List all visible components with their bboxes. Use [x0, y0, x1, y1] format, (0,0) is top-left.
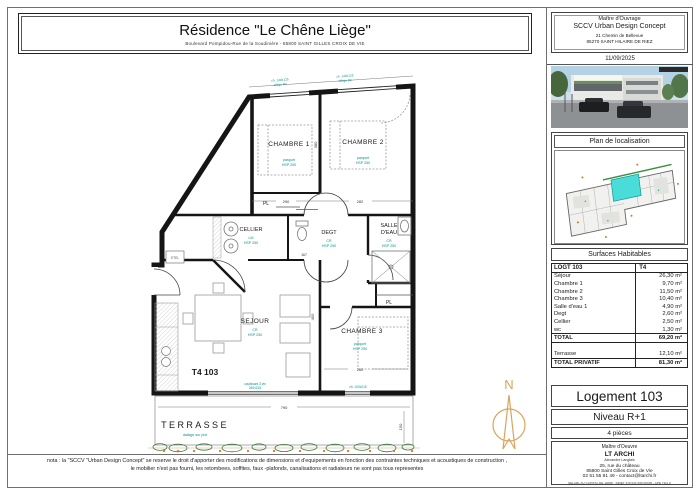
total-value: 69,20 m²: [636, 334, 688, 343]
architect-name: LT ARCHI: [604, 450, 635, 458]
teal-ch1-finish: parquet: [282, 158, 296, 162]
row-label: Séjour: [554, 273, 571, 280]
row-value: 10,40 m²: [636, 295, 688, 303]
teal-window1-sill: allège 90: [273, 82, 287, 87]
exterior-walls: [154, 86, 413, 394]
terrace-row: [552, 351, 688, 359]
footer-note-line1: nota : la "SCCV "Urban Design Concept" se reserve le droit d'apporter des modifications de dimensions et d'equipements en fonction des contraintes techniques et acoustiques de construction ,: [47, 458, 507, 464]
teal-ch2-hsp: HSP 250: [355, 161, 371, 165]
dim-wc-width: 167: [301, 253, 307, 257]
spacer-row: [552, 342, 688, 350]
title-block-sidebar: [547, 7, 693, 488]
kitchen-counter: [155, 303, 178, 391]
label-chambre3: CHAMBRE 3: [341, 328, 383, 335]
table-row: [552, 303, 688, 311]
dim-terrace-width: 790: [280, 404, 288, 410]
total-private-row: [552, 359, 688, 368]
unit-name-box: Logement 103: [551, 385, 688, 407]
label-salle-deau-2: D'EAU: [380, 230, 398, 236]
table-header-row: [552, 264, 688, 273]
row-value: 2,50 m²: [636, 318, 688, 326]
dim-sejour-depth: 450: [310, 313, 315, 321]
label-degt: DEGT: [321, 230, 337, 236]
footer-note-line2: le mobilier n'est pas fourni, les retombees, soffites, faux -plafonds, canalisations et radiateurs ne sont pas tous representes: [130, 465, 424, 472]
architect-address2: 85800 Saint Gilles Croix de Vie: [586, 469, 653, 474]
label-chambre2: CHAMBRE 2: [342, 139, 384, 146]
architect-box: [551, 441, 688, 485]
terrace-value: 12,10 m²: [636, 351, 688, 359]
footer-divider: [8, 454, 546, 455]
building-photo-svg: [551, 66, 688, 128]
teal-ch2-finish: parquet: [356, 156, 370, 160]
total-private-label: TOTAL PRIVATIF: [552, 359, 636, 368]
owner-name: SCCV Urban Design Concept: [573, 23, 666, 30]
label-cellier: CELLIER: [239, 227, 263, 233]
label-unit-number: T4 103: [191, 367, 219, 377]
row-value: 1,30 m²: [636, 326, 688, 334]
table-row: [552, 280, 688, 288]
table-row: [552, 295, 688, 303]
row-label: wc: [554, 326, 562, 333]
project-title: Résidence "Le Chêne Liège": [179, 21, 371, 39]
label-chambre1: CHAMBRE 1: [268, 141, 310, 148]
label-sejour: SEJOUR: [240, 318, 270, 325]
teal-sejour-hsp: HSP 250: [247, 333, 263, 337]
dim-chambre2-width: 282: [356, 198, 364, 204]
title-block: [18, 13, 532, 54]
unit-level-box: Niveau R+1: [551, 409, 688, 425]
label-salle-deau-1: SALLE: [380, 223, 398, 229]
architect-legal: SELARL AU CAPITAL DE 1000€ - SIRET 479 041 095 00035 - APE 7111 Z: [568, 480, 671, 485]
architect-role: Maître d'Oeuvre: [601, 444, 638, 450]
table-row: [552, 318, 688, 326]
teal-window2-size: ch. 140x125: [336, 73, 354, 79]
teal-sde-hsp: HSP 250: [381, 244, 397, 248]
row-label: Chambre 3: [554, 296, 583, 303]
teal-ch3-finish: parquet: [353, 342, 367, 346]
teal-terrace-finish: dallage sur plot: [182, 433, 208, 437]
table-row: [552, 326, 688, 334]
unit-rooms-box: 4 pièces: [551, 427, 688, 439]
row-label: Chambre 1: [554, 280, 583, 287]
location-plan-box: [551, 132, 688, 245]
row-value: 4,90 m²: [636, 303, 688, 311]
row-label: Cellier: [554, 318, 571, 325]
teal-window2-sill: allège 90: [338, 78, 352, 83]
teal-slider-size: 240x215: [248, 386, 262, 391]
row-value: 11,50 m²: [636, 288, 688, 296]
dim-chambre1-width: 290: [282, 198, 290, 204]
location-plan-title: Plan de localisation: [554, 135, 685, 148]
row-value: 26,30 m²: [636, 272, 688, 280]
table-row: [552, 311, 688, 319]
architect-address1: 25, rue du château: [599, 464, 640, 469]
dim-terrace-depth: 150: [398, 423, 403, 431]
teal-sejour-finish: CR: [252, 328, 258, 332]
row-value: 2,60 m²: [636, 311, 688, 319]
teal-degt-hsp: HSP 250: [321, 244, 337, 248]
teal-degt-finish: CR: [326, 239, 332, 243]
floor-plan: [8, 55, 545, 454]
label-pl-right: PL: [385, 300, 393, 306]
floor-plan-svg: [8, 55, 545, 454]
title-inner-frame: [21, 16, 529, 51]
row-label: Salle d'eau 1: [554, 303, 588, 310]
teal-cellier-finish: LM: [248, 236, 254, 240]
teal-ch3-hsp: HSP 250: [352, 347, 368, 351]
terrace-label: Terrasse: [554, 351, 577, 358]
owner-address1: 21 Chemin de Bellevue: [595, 33, 644, 38]
utility-box: [166, 251, 184, 263]
teal-ch1-hsp: HSP 250: [281, 163, 297, 167]
surfaces-logt: LOGT 103: [552, 264, 636, 273]
total-label: TOTAL: [552, 334, 636, 343]
dim-chambre-depth: 380: [313, 141, 318, 149]
teal-window1-size: ch. 140x125: [271, 77, 289, 83]
surfaces-title: Surfaces Habitables: [551, 248, 688, 261]
north-label: N: [504, 377, 514, 392]
row-label: Chambre 2: [554, 288, 583, 295]
toilet: [296, 221, 308, 241]
teal-window3-size: ch. 100x215: [349, 385, 367, 389]
total-row: [552, 334, 688, 343]
teal-cellier-hsp: HSP 250: [243, 241, 259, 245]
surfaces-type: T4: [636, 264, 688, 273]
footer-note: [8, 458, 546, 474]
architect-person: Alexandre Langlais: [604, 457, 635, 462]
owner-box: [551, 12, 688, 53]
surfaces-table: [551, 263, 688, 368]
owner-address2: 85270 SAINT HILAIRE DE RIEZ: [586, 39, 653, 44]
table-row: [552, 272, 688, 280]
total-private-value: 81,30 m²: [636, 359, 688, 368]
architect-contact: 02 51 55 81 49 - contact@ltarchi.fr: [582, 474, 657, 479]
utility-box-label: ETEL: [171, 256, 179, 260]
label-pl-top: PL: [262, 201, 270, 207]
label-terrasse: TERRASSE: [161, 420, 229, 430]
teal-sde-finish: CR: [386, 239, 392, 243]
building-photo: [551, 66, 688, 128]
drawing-date: 11/09/2025: [547, 54, 693, 65]
owner-role: Maître d'Ouvrage: [598, 16, 641, 22]
location-plan-svg: [555, 151, 685, 241]
row-value: 9,70 m²: [636, 280, 688, 288]
north-arrow: [493, 377, 525, 449]
table-row: [552, 288, 688, 296]
location-plan-map: [554, 150, 685, 244]
project-address: Boulevard Pompidou-Rue de la Soudinière - 85800 SAINT GILLES CROIX DE VIE: [185, 40, 365, 46]
surfaces-box: [551, 248, 688, 382]
row-label: Degt: [554, 311, 567, 318]
teal-slider-type: coulissant 3 vtx: [244, 382, 266, 386]
dim-chambre3-width: 260: [356, 366, 364, 372]
